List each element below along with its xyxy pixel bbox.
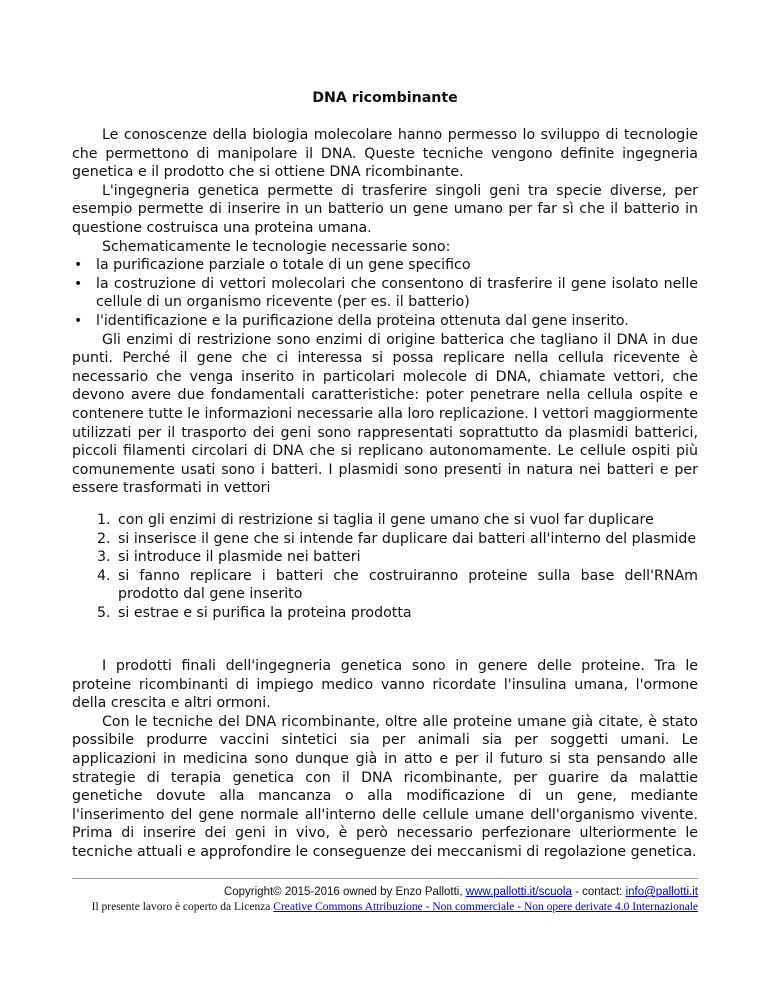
products-paragraph-2: Con le tecniche del DNA ricombinante, oltre alle proteine umane già citate, è stato possibile produrre vaccini sintetici sia per animali sia per soggetti umani. Le applicazioni in medicina sono dunque già in atto e per il futuro si sta pensando alle strategie di terapia genetica con il DNA ricombinante, per guarire da malattie genetiche dovute alla mancanza o alla modificazione di un gene, mediante l'inserimento del gene normale all'interno delle cellule umane dell'organismo vivente. Prima di inserire dei geni in vivo, è però necessario perfezionare ulteriormente le tecniche attuali e approfondire le conseguenze dei meccanismi di regolazione genetica. (72, 713, 698, 860)
list-item: • l'identificazione e la purificazione della proteina ottenuta dal gene inserito. (74, 312, 629, 329)
steps-section (72, 511, 698, 623)
technology-list (72, 256, 698, 330)
bullet-icon: • (74, 312, 83, 329)
list-item: • la purificazione parziale o totale di un gene specifico (74, 257, 471, 274)
list-item: • la costruzione di vettori molecolari che consentono di trasferire il gene isolato nelle cellule di un organismo ricevente (per es. il batterio) (74, 275, 698, 311)
list-item: 5. si estrae e si purifica la proteina prodotta (97, 604, 412, 621)
bullet-icon: • (74, 257, 83, 274)
intro-paragraph-1: Le conoscenze della biologia molecolare hanno permesso lo sviluppo di tecnologie che permettono di manipolare il DNA. Queste tecniche vengono definite ingegneria genetica e il prodotto che si ottiene DNA ricombinante. (72, 127, 698, 181)
products-section (72, 657, 698, 862)
license-link[interactable]: Creative Commons Attribuzione - Non commerciale - Non opere derivate 4.0 Internazionale (273, 901, 698, 913)
intro-section (72, 126, 698, 498)
list-item: 4. si fanno replicare i batteri che costruiranno proteine sulla base dell'RNAm prodotto dal gene inserito (97, 567, 698, 603)
products-paragraph-1: I prodotti finali dell'ingegneria genetica sono in genere delle proteine. Tra le proteine ricombinanti di impiego medico vanno ricordate l'insulina umana, l'ormone della crescita e altri ormoni. (72, 658, 698, 712)
intro-paragraph-3: Schematicamente le tecnologie necessarie sono: (102, 238, 451, 255)
email-link[interactable]: info@pallotti.it (625, 886, 698, 898)
bullet-icon: • (74, 275, 83, 292)
document-title: DNA ricombinante (312, 90, 458, 106)
list-item: 3. si introduce il plasmide nei batteri (97, 549, 361, 566)
site-link[interactable]: www.pallotti.it/scuola (465, 886, 572, 898)
enzymes-paragraph: Gli enzimi di restrizione sono enzimi di origine batterica che tagliano il DNA in due punti. Perché il gene che ci interessa si possa replicare nella cellula ricevente è necessario che venga inserito in particolari molecole di DNA, chiamate vettori, che devono avere due fondamentali caratteristiche: poter penetrare nella cellula ospite e contenere tutte le informazioni necessarie alla loro replicazione. I vettori maggiormente utilizzati per il trasporto dei geni sono rappresentati soprattutto da plasmidi batterici, piccoli filamenti circolari di DNA che si replicano autonomamente. Le cellule ospiti più comunemente usati sono i batteri. I plasmidi sono presenti in natura nei batteri e per essere trasformati in vettori (72, 331, 698, 497)
footer-divider (72, 878, 698, 879)
intro-paragraph-2: L'ingegneria genetica permette di trasferire singoli geni tra specie diverse, per esempio permette di inserire in un batterio un gene umano per far sì che il batterio in questione costruisca una proteina umana. (72, 182, 698, 236)
list-item: 1. con gli enzimi di restrizione si taglia il gene umano che si vuol far duplicare (97, 512, 654, 528)
list-item: 2. si inserisce il gene che si intende far duplicare dai batteri all'interno del plasmide (97, 530, 697, 547)
page-footer (72, 885, 698, 915)
copyright-line: Copyright© 2015-2016 owned by Enzo Pallotti, www.pallotti.it/scuola - contact: info@pallotti.it (223, 886, 698, 898)
license-line: Il presente lavoro è coperto da Licenza Creative Commons Attribuzione - Non commerciale - Non opere derivate 4.0 Internazionale (91, 901, 698, 913)
steps-list (72, 511, 698, 623)
